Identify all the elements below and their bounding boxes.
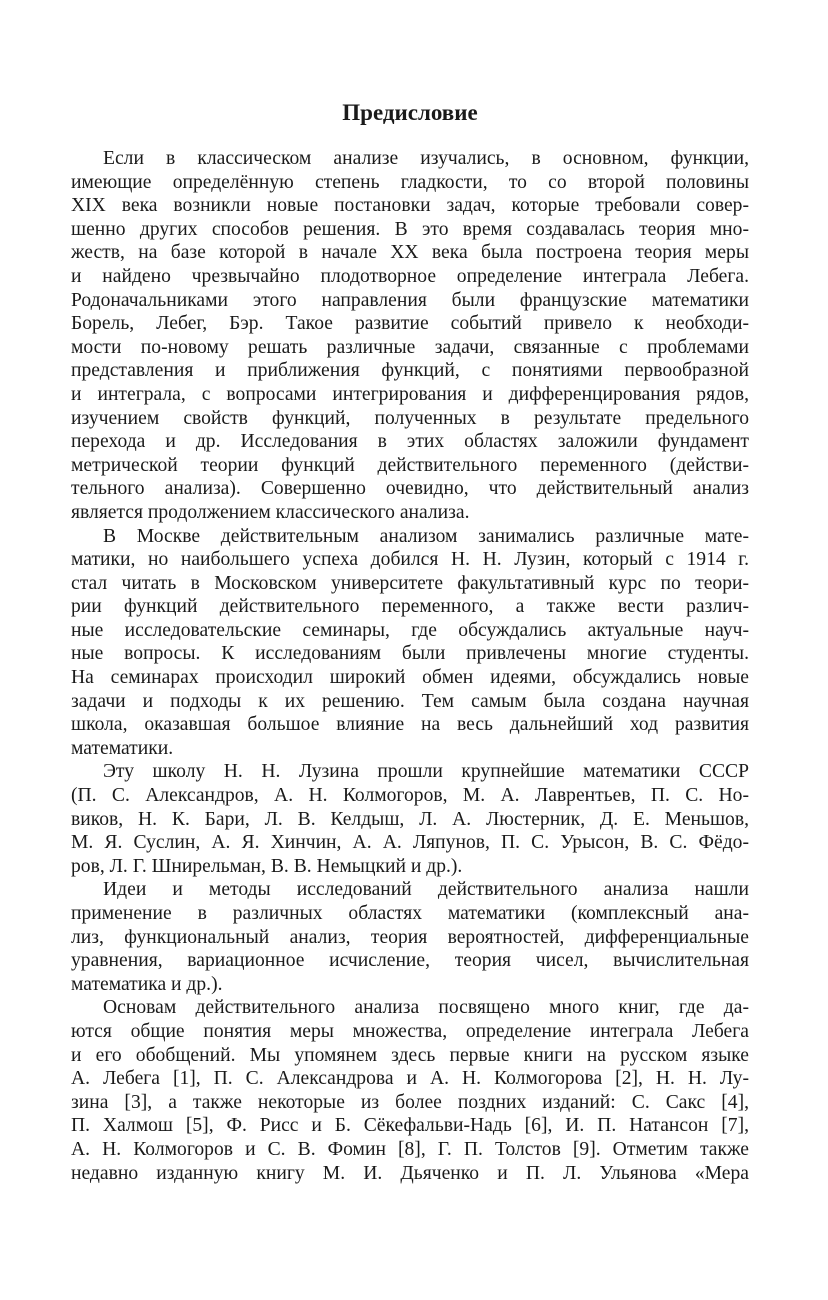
paragraph-line: тельного анализа). Совершенно очевидно, что действительный анализ	[71, 478, 749, 500]
paragraph-line: Борель, Лебег, Бэр. Такое развитие событий привело к необходи-	[71, 313, 749, 335]
paragraph-line: ются общие понятия меры множества, определение интеграла Лебега	[71, 1020, 749, 1042]
paragraph-line: А. Лебега [1], П. С. Александрова и А. Н. Колмогорова [2], Н. Н. Лу-	[71, 1068, 749, 1090]
paragraph-line: и найдено чрезвычайно плодотворное определение интеграла Лебега.	[71, 265, 749, 287]
paragraph-line: жеств, на базе которой в начале XX века была построена теория меры	[71, 242, 749, 264]
paragraph-line: имеющие определённую степень гладкости, то со второй половины	[71, 171, 749, 193]
paragraph-line: лиз, функциональный анализ, теория вероятностей, дифференциальные	[71, 926, 749, 948]
paragraph-line: Родоначальниками этого направления были французские математики	[71, 289, 749, 311]
paragraph-line: математика и др.).	[71, 973, 223, 995]
paragraph-line: недавно изданную книгу М. И. Дьяченко и П. Л. Ульянова «Мера	[71, 1162, 749, 1184]
paragraph-line: метрической теории функций действительного переменного (действи-	[71, 454, 749, 476]
paragraph	[71, 147, 749, 525]
paragraph	[71, 878, 749, 996]
paragraph	[71, 996, 749, 1185]
paragraph-line: виков, Н. К. Бари, Л. В. Келдыш, Л. А. Люстерник, Д. Е. Меньшов,	[71, 808, 749, 830]
paragraph-line: В Москве действительным анализом занимались различные мате-	[103, 525, 749, 547]
page-title: Предисловие	[342, 100, 478, 125]
paragraph-line: ные исследовательские семинары, где обсуждались актуальные науч-	[71, 619, 749, 641]
paragraph-line: ров, Л. Г. Шнирельман, В. В. Немыцкий и др.).	[71, 855, 463, 877]
paragraph-line: ные вопросы. К исследованиям были привлечены многие студенты.	[71, 643, 749, 665]
paragraph-line: П. Халмош [5], Ф. Рисс и Б. Сёкефальви-Надь [6], И. П. Натансон [7],	[71, 1115, 749, 1137]
paragraph-line: На семинарах происходил широкий обмен идеями, обсуждались новые	[71, 667, 749, 689]
paragraph-line: зина [3], а также некоторые из более поздних изданий: С. Сакс [4],	[71, 1091, 749, 1113]
paragraph-line: перехода и др. Исследования в этих областях заложили фундамент	[71, 431, 749, 453]
paragraph-line: задачи и подходы к их решению. Тем самым была создана научная	[71, 690, 749, 712]
paragraph-line: Эту школу Н. Н. Лузина прошли крупнейшие математики СССР	[103, 761, 749, 783]
paragraph-line: изучением свойств функций, полученных в результате предельного	[71, 407, 749, 429]
paragraph-line: Если в классическом анализе изучались, в основном, функции,	[103, 148, 749, 169]
paragraph-line: является продолжением классического анализа.	[71, 501, 470, 523]
paragraph-line: (П. С. Александров, А. Н. Колмогоров, М. А. Лаврентьев, П. С. Но-	[71, 785, 749, 807]
paragraph-line: уравнения, вариационное исчисление, теория чисел, вычислительная	[71, 950, 749, 972]
paragraph-line: и его обобщений. Мы упомянем здесь первые книги на русском языке	[71, 1044, 749, 1066]
paragraph-line: представления и приближения функций, с понятиями первообразной	[71, 360, 749, 382]
paragraph-line: мости по-новому решать различные задачи, связанные с проблемами	[71, 336, 749, 358]
paragraph-line: Основам действительного анализа посвящено много книг, где да-	[103, 997, 749, 1019]
paragraph	[71, 760, 749, 878]
body-text	[71, 147, 749, 1185]
paragraph-line: Идеи и методы исследований действительного анализа нашли	[103, 879, 749, 901]
paragraph-line: стал читать в Московском университете факультативный курс по теори-	[71, 572, 749, 594]
paragraph-line: школа, оказавшая большое влияние на весь дальнейший ход развития	[71, 714, 749, 736]
paragraph-line: применение в различных областях математики (комплексный ана-	[71, 903, 749, 924]
paragraph-line: М. Я. Суслин, А. Я. Хинчин, А. А. Ляпунов, П. С. Урысон, В. С. Фёдо-	[71, 832, 749, 854]
paragraph-line: и интеграла, с вопросами интегрирования и дифференцирования рядов,	[71, 383, 749, 405]
paragraph-line: матики, но наибольшего успеха добился Н. Н. Лузин, который с 1914 г.	[71, 549, 749, 571]
paragraph	[71, 525, 749, 761]
paragraph-line: XIX века возникли новые постановки задач, которые требовали совер-	[71, 195, 749, 217]
paragraph-line: рии функций действительного переменного, а также вести различ-	[71, 596, 749, 618]
page-content	[71, 96, 749, 1185]
paragraph-line: шенно других способов решения. В это время создавалась теория мно-	[71, 218, 749, 240]
paragraph-line: А. Н. Колмогоров и С. В. Фомин [8], Г. П. Толстов [9]. Отметим также	[71, 1138, 749, 1160]
paragraph-line: математики.	[71, 737, 174, 759]
